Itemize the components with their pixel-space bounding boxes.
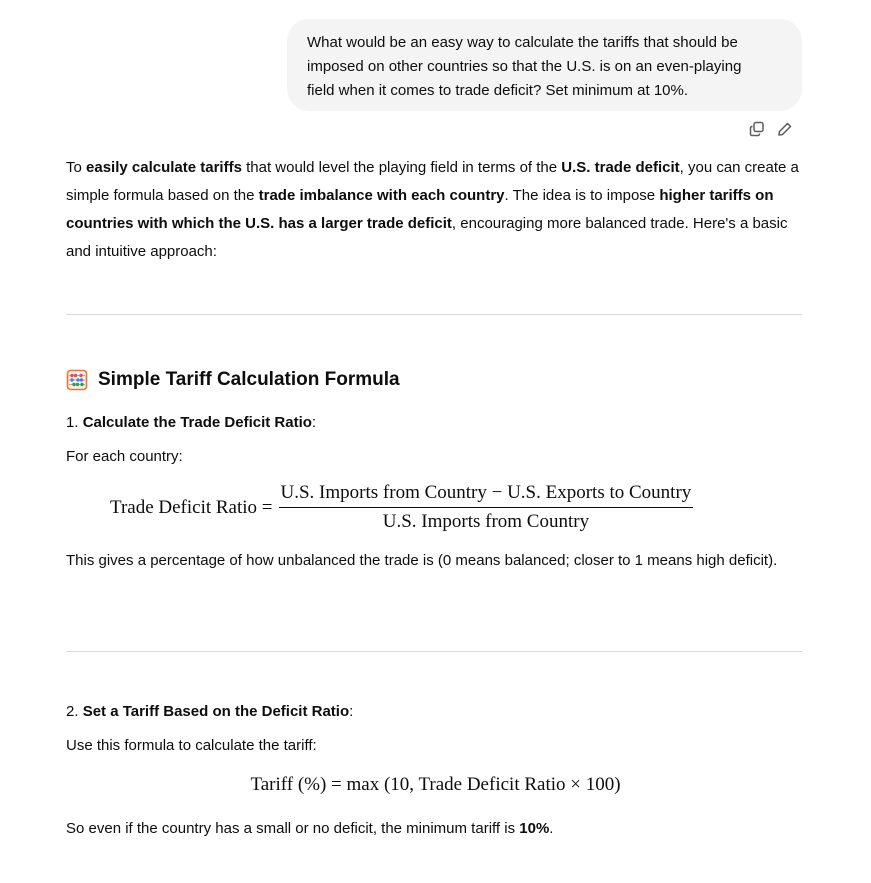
- bold-phrase: U.S. trade deficit: [561, 159, 680, 176]
- bold-phrase: trade imbalance with each country: [258, 187, 505, 204]
- user-message-bubble: [287, 19, 802, 111]
- step2-title: Set a Tariff Based on the Deficit Ratio: [82, 703, 350, 720]
- step1-title: Calculate the Trade Deficit Ratio: [82, 414, 312, 431]
- divider: [66, 651, 802, 652]
- bold-phrase: higher tariffs on countries with which the U.S. has a larger trade deficit: [66, 187, 774, 232]
- message-actions: [748, 120, 794, 138]
- trade-deficit-ratio-formula: [110, 482, 693, 533]
- user-message-line: What would be an easy way to calculate the tariffs that should be: [307, 34, 738, 51]
- copy-icon: [749, 121, 765, 137]
- copy-button[interactable]: [748, 120, 766, 138]
- step1-explanation: This gives a percentage of how unbalanced the trade is (0 means balanced; closer to 1 means high deficit).: [66, 552, 778, 569]
- section-heading: [66, 367, 400, 393]
- formula-numerator: U.S. Imports from Country − U.S. Exports to Country: [279, 482, 694, 508]
- pencil-icon: [777, 121, 793, 137]
- step2-heading: 2. Set a Tariff Based on the Deficit Ratio:: [66, 703, 354, 720]
- edit-button[interactable]: [776, 120, 794, 138]
- step2-conclusion: So even if the country has a small or no deficit, the minimum tariff is 10%.: [66, 820, 554, 837]
- divider: [66, 314, 802, 315]
- intro-paragraph: To easily calculate tariffs that would level the playing field in terms of the U.S. trade deficit, you can create a simple formula based on the trade imbalance with each country. The idea is to impose higher tariffs on countries with which the U.S. has a larger trade deficit, encouraging more balanced trade. Here's a basic and intuitive approach:: [66, 159, 799, 260]
- bold-phrase: easily calculate tariffs: [86, 159, 242, 176]
- step1-heading: 1. Calculate the Trade Deficit Ratio:: [66, 414, 317, 431]
- formula-fraction: [279, 482, 694, 533]
- user-message-line: field when it comes to trade deficit? Set minimum at 10%.: [307, 82, 689, 99]
- abacus-icon: [66, 369, 88, 391]
- step1-for-each: For each country:: [66, 448, 183, 465]
- formula-denominator: U.S. Imports from Country: [382, 511, 590, 532]
- user-message-line: imposed on other countries so that the U.S. is on an even-playing: [307, 58, 742, 75]
- section-title: Simple Tariff Calculation Formula: [98, 369, 400, 390]
- tariff-formula: Tariff (%) = max (10, Trade Deficit Ratio × 100): [250, 774, 621, 795]
- step2-use-formula: Use this formula to calculate the tariff:: [66, 737, 317, 754]
- formula-lhs: Trade Deficit Ratio =: [110, 496, 273, 518]
- minimum-tariff-value: 10%: [519, 820, 550, 837]
